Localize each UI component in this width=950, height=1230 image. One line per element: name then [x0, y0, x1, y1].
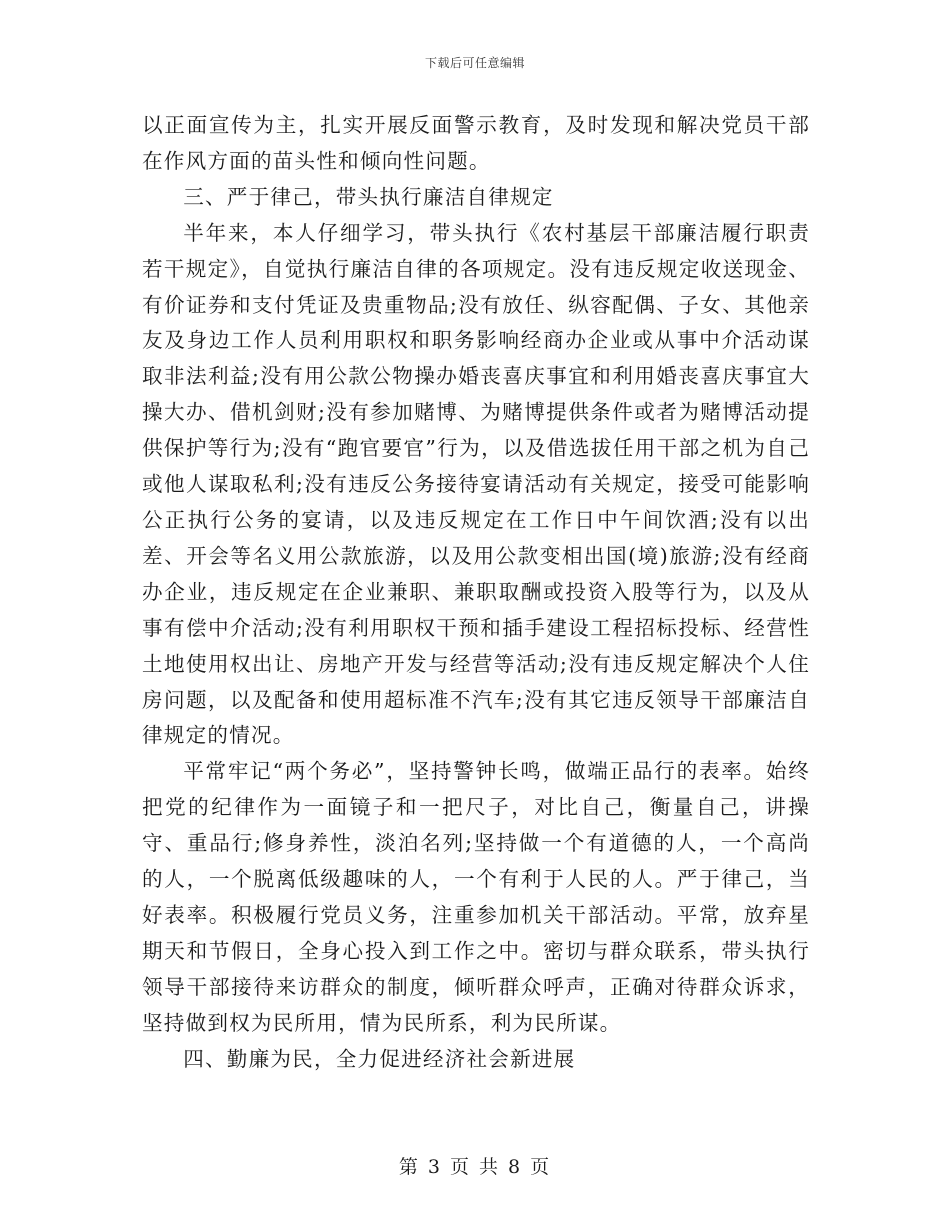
paragraph-self-discipline: 半年来，本人仔细学习，带头执行《农村基层干部廉洁履行职责若干规定》，自觉执行廉洁自律的各项规定。没有违反规定收送现金、有价证券和支付凭证及贵重物品;没有放任、纵容配偶、子女、其他亲友及身边工作人员利用职权和职务影响经商办企业或从事中介活动谋取非法利益;没有用公款公物操办婚丧喜庆事宜和利用婚丧喜庆事宜大操大办、借机剑财;没有参加赌博、为赌博提供条件或者为赌博活动提供保护等行为;没有“跑官要官”行为，以及借选拔任用干部之机为自己或他人谋取私利;没有违反公务接待宴请活动有关规定，接受可能影响公正执行公务的宴请，以及违反规定在工作日中午间饮酒;没有以出差、开会等名义用公款旅游，以及用公款变相出国(境)旅游;没有经商办企业，违反规定在企业兼职、兼职取酬或投资入股等行为，以及从事有偿中介活动;没有利用职权干预和插手建设工程招标投标、经营性土地使用权出让、房地产开发与经营等活动;没有违反规定解决个人住房问题，以及配备和使用超标准不汽车;没有其它违反领导干部廉洁自律规定的情况。 [142, 220, 810, 748]
paragraph-two-musts: 平常牢记“两个务必”，坚持警钟长鸣，做端正品行的表率。始终把党的纪律作为一面镜子和一把尺子，对比自己，衡量自己，讲操守、重品行;修身养性，淡泊名列;坚持做一个有道德的人，一个高尚的人，一个脱离低级趣味的人，一个有利于人民的人。严于律己，当好表率。积极履行党员义务，注重参加机关干部活动。平常，放弃星期天和节假日，全身心投入到工作之中。密切与群众联系，带头执行领导干部接待来访群众的制度，倾听群众呼声，正确对待群众诉求，坚持做到权为民所用，情为民所系，利为民所谋。 [142, 759, 810, 1035]
section-heading-three: 三、严于律己，带头执行廉洁自律规定 [183, 184, 554, 209]
document-body [142, 108, 810, 1077]
header-note: 下载后可任意编辑 [424, 56, 525, 70]
paragraph-continuation: 以正面宣传为主，扎实开展反面警示教育，及时发现和解决党员干部在作风方面的苗头性和倾向性问题。 [142, 113, 810, 173]
section-heading-four: 四、勤廉为民，全力促进经济社会新进展 [183, 1046, 576, 1071]
page-number-footer: 第 3 页 共 8 页 [398, 1156, 552, 1178]
